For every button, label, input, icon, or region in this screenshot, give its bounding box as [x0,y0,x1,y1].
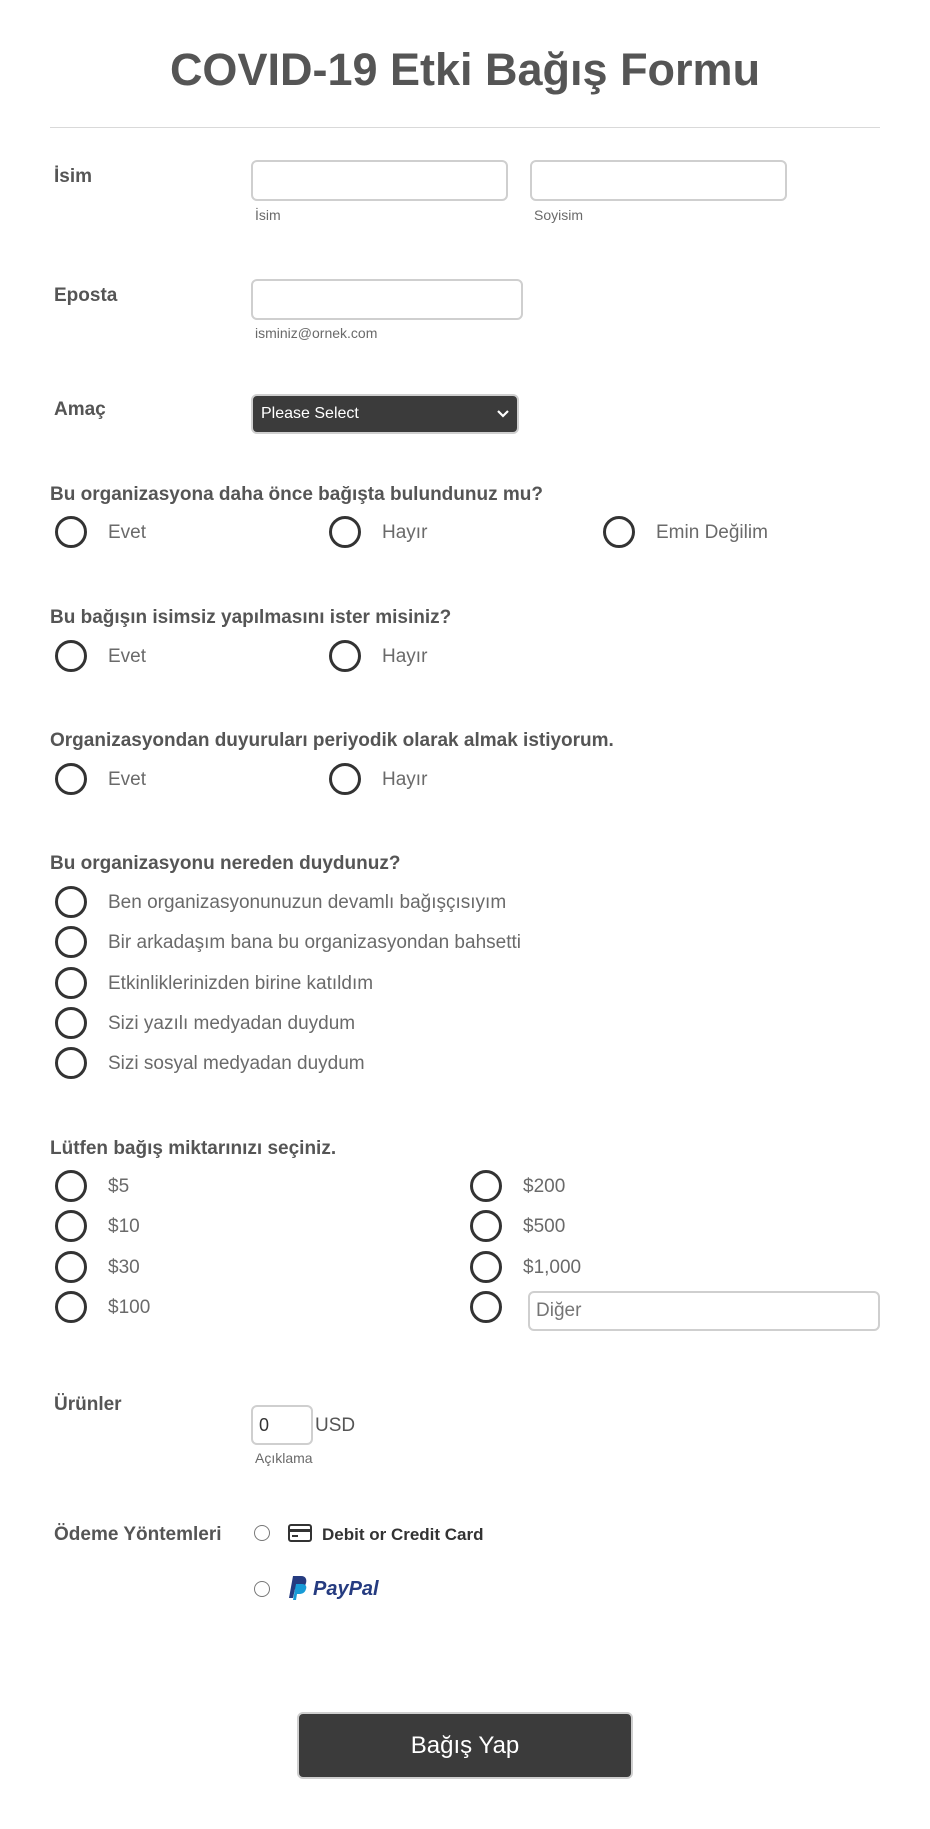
anonymous-radio-hayir[interactable] [329,640,361,672]
chevron-down-icon [497,409,509,419]
anonymous-label-evet: Evet [108,646,147,667]
first-name-input[interactable] [251,160,508,201]
announcements-label-hayir: Hayır [382,769,428,790]
amount-radio-other[interactable] [470,1291,502,1323]
heard-from-label-5: Sizi sosyal medyadan duydum [108,1053,365,1074]
first-name-sublabel: İsim [255,207,281,223]
amount-radio-500[interactable] [470,1210,502,1242]
payment-radio-paypal[interactable] [254,1581,270,1597]
purpose-label: Amaç [54,399,106,420]
previous-donation-label-hayir: Hayır [382,522,428,543]
payment-card-label: Debit or Credit Card [322,1525,484,1544]
anonymous-radio-evet[interactable] [55,640,87,672]
product-sublabel: Açıklama [255,1450,313,1466]
heard-from-question: Bu organizasyonu nereden duydunuz? [50,853,401,874]
purpose-select-value: Please Select [261,405,359,422]
amount-radio-10[interactable] [55,1210,87,1242]
announcements-radio-evet[interactable] [55,763,87,795]
amount-radio-30[interactable] [55,1251,87,1283]
heard-from-radio-1[interactable] [55,886,87,918]
amount-radio-5[interactable] [55,1170,87,1202]
announcements-label-evet: Evet [108,769,147,790]
products-label: Ürünler [54,1394,122,1415]
amount-radio-200[interactable] [470,1170,502,1202]
submit-button-label: Bağış Yap [410,1731,520,1759]
previous-donation-label-emin-degilim: Emin Değilim [656,522,768,543]
amount-label-200: $200 [523,1176,566,1197]
heard-from-radio-3[interactable] [55,967,87,999]
amount-label-30: $30 [108,1257,140,1278]
last-name-sublabel: Soyisim [534,207,584,223]
amount-label-10: $10 [108,1216,140,1237]
anonymous-question: Bu bağışın isimsiz yapılmasını ister misiniz? [50,607,452,628]
announcements-radio-hayir[interactable] [329,763,361,795]
page-title: COVID-19 Etki Bağış Formu [169,44,761,95]
email-input[interactable] [251,279,523,320]
purpose-select[interactable] [251,394,519,434]
paypal-wordmark-text: PayPal [313,1578,379,1600]
payment-methods-label: Ödeme Yöntemleri [54,1524,222,1545]
anonymous-label-hayir: Hayır [382,646,428,667]
previous-donation-label-evet: Evet [108,522,147,543]
name-label: İsim [54,166,93,187]
last-name-input[interactable] [530,160,787,201]
heard-from-label-3: Etkinliklerinizden birine katıldım [108,973,374,994]
paypal-wordmark [313,1578,379,1601]
amount-label-500: $500 [523,1216,566,1237]
email-sublabel: isminiz@ornek.com [255,325,378,341]
title-divider [50,127,880,128]
payment-radio-card[interactable] [254,1525,270,1541]
heard-from-radio-2[interactable] [55,926,87,958]
paypal-logo-icon [285,1574,309,1605]
amount-label-1000: $1,000 [523,1257,582,1278]
amount-other-input[interactable] [528,1291,880,1331]
amount-radio-100[interactable] [55,1291,87,1323]
amount-label-100: $100 [108,1297,151,1318]
amount-question: Lütfen bağış miktarınızı seçiniz. [50,1138,337,1159]
heard-from-radio-5[interactable] [55,1047,87,1079]
previous-donation-radio-hayir[interactable] [329,516,361,548]
submit-button[interactable] [297,1712,633,1779]
previous-donation-radio-evet[interactable] [55,516,87,548]
amount-label-5: $5 [108,1176,130,1197]
heard-from-label-2: Bir arkadaşım bana bu organizasyondan bahsetti [108,932,521,953]
previous-donation-question: Bu organizasyona daha önce bağışta bulundunuz mu? [50,484,543,505]
email-label: Eposta [54,285,118,306]
announcements-question: Organizasyondan duyuruları periyodik olarak almak istiyorum. [50,730,614,751]
heard-from-label-4: Sizi yazılı medyadan duydum [108,1013,356,1034]
amount-radio-1000[interactable] [470,1251,502,1283]
product-currency: USD [315,1415,356,1436]
previous-donation-radio-emin-degilim[interactable] [603,516,635,548]
heard-from-label-1: Ben organizasyonunuzun devamlı bağışçısıyım [108,892,507,913]
product-quantity-input[interactable] [251,1405,313,1445]
credit-card-icon [288,1524,312,1547]
heard-from-radio-4[interactable] [55,1007,87,1039]
